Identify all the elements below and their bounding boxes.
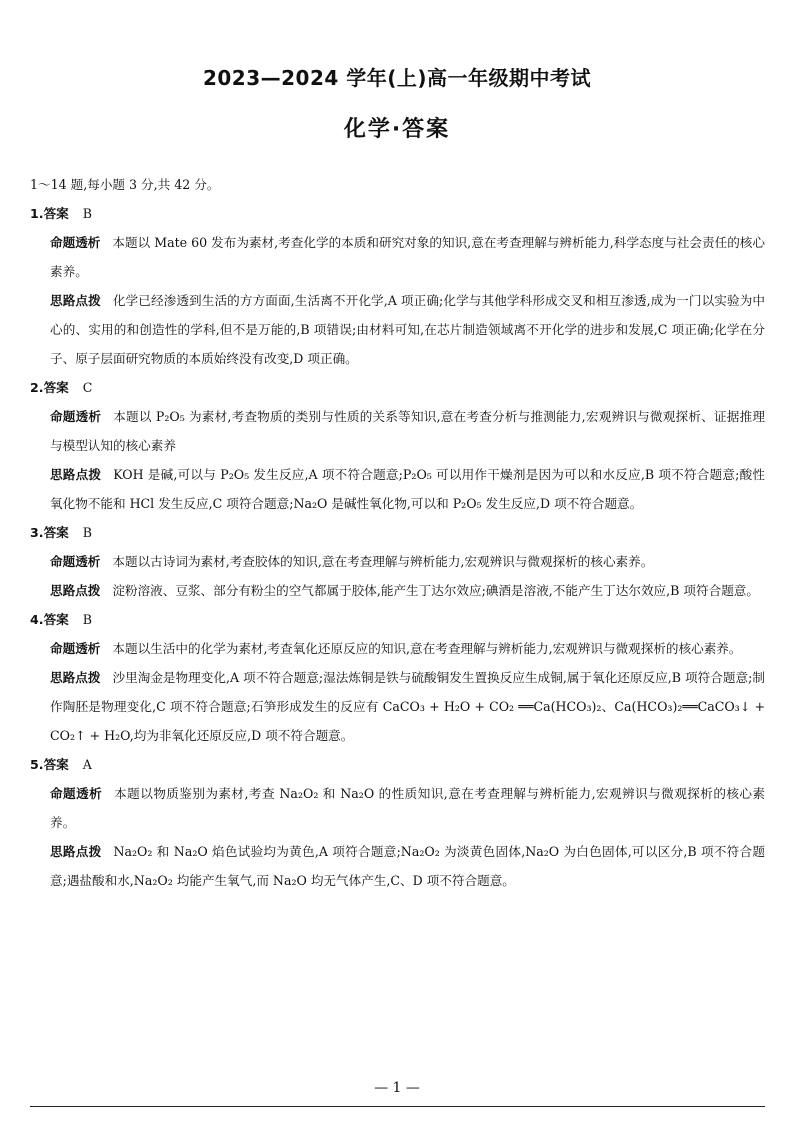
- question-number: 3.: [30, 525, 44, 540]
- analysis-paragraph: [50, 634, 765, 663]
- question-answer-line: [30, 518, 765, 547]
- answer-value: B: [82, 206, 93, 221]
- analysis-paragraph: [50, 547, 765, 576]
- answer-value: A: [82, 757, 92, 772]
- hint-label: 思路点拨: [50, 293, 101, 308]
- question-block: [30, 605, 765, 750]
- question-number: 1.: [30, 206, 44, 221]
- question-number: 4.: [30, 612, 44, 627]
- question-number: 5.: [30, 757, 44, 772]
- answer-label: 答案: [43, 757, 69, 772]
- hint-label: 思路点拨: [50, 467, 102, 482]
- hint-paragraph: [50, 576, 765, 605]
- bottom-divider: [30, 1106, 765, 1107]
- answer-value: C: [82, 380, 93, 395]
- question-number: 2.: [30, 380, 44, 395]
- analysis-paragraph: [50, 402, 765, 460]
- page-number: — 1 —: [374, 1080, 420, 1096]
- question-answer-line: [30, 373, 765, 402]
- hint-paragraph: [50, 460, 765, 518]
- analysis-paragraph: [50, 228, 765, 286]
- analysis-text: 本题以物质鉴别为素材,考查 Na₂O₂ 和 Na₂O 的性质知识,意在考查理解与辨析能力,宏观辨识与微观探析的核心素养。: [50, 786, 766, 830]
- analysis-label: 命题透析: [50, 641, 101, 656]
- analysis-paragraph: [50, 779, 765, 837]
- exam-title: 2023—2024 学年(上)高一年级期中考试: [202, 66, 592, 90]
- hint-text: 化学已经渗透到生活的方方面面,生活离不开化学,A 项正确;化学与其他学科形成交叉和相互渗透,成为一门以实验为中心的、实用的和创造性的学科,但不是万能的,B 项错误;由材料可知,在芯片制造领域离不开化学的进步和发展,C 项正确;化学在分子、原子层面研究物质的本质始终没有改变,D 项正确。: [50, 293, 766, 366]
- hint-paragraph: [50, 663, 765, 750]
- analysis-label: 命题透析: [50, 409, 102, 424]
- question-answer-line: [30, 199, 765, 228]
- hint-label: 思路点拨: [50, 583, 101, 598]
- hint-text: Na₂O₂ 和 Na₂O 焰色试验均为黄色,A 项符合题意;Na₂O₂ 为淡黄色固体,Na₂O 为白色固体,可以区分,B 项不符合题意;遇盐酸和水,Na₂O₂ 均能产生氧气,而 Na₂O 均无气体产生,C、D 项不符合题意。: [50, 844, 765, 888]
- question-block: [30, 373, 765, 518]
- analysis-text: 本题以生活中的化学为素材,考查氧化还原反应的知识,意在考查理解与辨析能力,宏观辨识与微观探析的核心素养。: [112, 641, 742, 656]
- question-block: [30, 750, 765, 895]
- question-answer-line: [30, 605, 765, 634]
- analysis-text: 本题以 P₂O₅ 为素材,考查物质的类别与性质的关系等知识,意在考查分析与推测能力,宏观辨识与微观探析、证据推理与模型认知的核心素养: [50, 409, 765, 453]
- analysis-label: 命题透析: [50, 235, 101, 250]
- hint-paragraph: [50, 286, 765, 373]
- analysis-text: 本题以 Mate 60 发布为素材,考查化学的本质和研究对象的知识,意在考查理解与辨析能力,科学态度与社会责任的核心素养。: [50, 235, 765, 279]
- question-block: [30, 199, 765, 373]
- analysis-label: 命题透析: [50, 554, 101, 569]
- scoring-intro: 1～14 题,每小题 3 分,共 42 分。: [30, 177, 220, 192]
- exam-subtitle: 化学·答案: [343, 117, 451, 142]
- hint-label: 思路点拨: [50, 844, 102, 859]
- hint-text: 淀粉溶液、豆浆、部分有粉尘的空气都属于胶体,能产生丁达尔效应;碘酒是溶液,不能产生丁达尔效应,B 项符合题意。: [112, 583, 759, 598]
- question-answer-line: [30, 750, 765, 779]
- analysis-text: 本题以古诗词为素材,考查胶体的知识,意在考查理解与辨析能力,宏观辨识与微观探析的核心素养。: [112, 554, 654, 569]
- hint-paragraph: [50, 837, 765, 895]
- analysis-label: 命题透析: [50, 786, 103, 801]
- question-block: [30, 518, 765, 605]
- answer-label: 答案: [43, 380, 69, 395]
- hint-text: 沙里淘金是物理变化,A 项不符合题意;湿法炼铜是铁与硫酸铜发生置换反应生成铜,属于氧化还原反应,B 项符合题意;制作陶胚是物理变化,C 项不符合题意;石笋形成发生的反应有 CaCO₃ + H₂O + CO₂ ══Ca(HCO₃)₂、Ca(HCO₃)₂══CaCO₃↓ + CO₂↑ + H₂O,均为非氧化还原反应,D 项不符合题意。: [50, 670, 765, 743]
- answer-value: B: [82, 525, 93, 540]
- answer-label: 答案: [43, 525, 69, 540]
- answer-value: B: [82, 612, 93, 627]
- hint-text: KOH 是碱,可以与 P₂O₅ 发生反应,A 项不符合题意;P₂O₅ 可以用作干燥剂是因为可以和水反应,B 项不符合题意;酸性氧化物不能和 HCl 发生反应,C 项符合题意;Na₂O 是碱性氧化物,可以和 P₂O₅ 发生反应,D 项不符合题意。: [50, 467, 765, 511]
- hint-label: 思路点拨: [50, 670, 101, 685]
- answer-label: 答案: [43, 206, 69, 221]
- answer-content: [30, 170, 765, 895]
- answer-label: 答案: [43, 612, 69, 627]
